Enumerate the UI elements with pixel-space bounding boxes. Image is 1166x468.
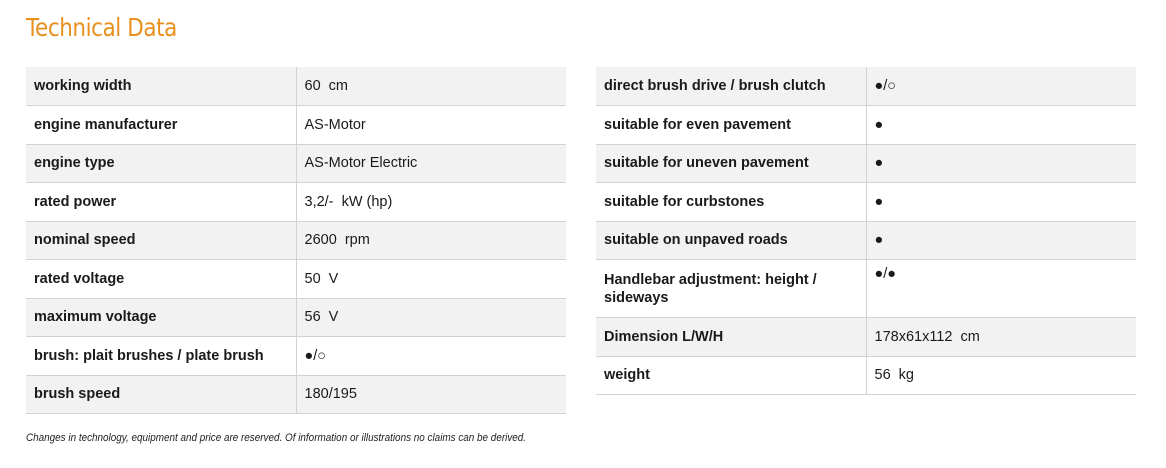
spec-value: ●/○ — [296, 337, 566, 376]
spec-table-right — [596, 67, 1136, 395]
table-row — [26, 144, 566, 183]
spec-label: maximum voltage — [26, 298, 296, 337]
spec-value: ● — [866, 106, 1136, 145]
disclaimer-footnote: Changes in technology, equipment and price are reserved. Of information or illustrations no claims can be derived. — [26, 432, 527, 444]
spec-label: brush: plait brushes / plate brush — [26, 337, 296, 376]
table-row — [26, 183, 566, 222]
table-row — [596, 183, 1136, 222]
table-row — [26, 298, 566, 337]
spec-value: 60 cm — [296, 67, 566, 106]
spec-value: 50 V — [296, 260, 566, 299]
spec-label: suitable on unpaved roads — [596, 221, 866, 260]
table-row — [596, 318, 1136, 357]
spec-value: 178x61x112 cm — [866, 318, 1136, 357]
spec-value: ● — [866, 221, 1136, 260]
spec-value: ● — [866, 144, 1136, 183]
table-row — [26, 106, 566, 145]
spec-value: AS-Motor Electric — [296, 144, 566, 183]
table-row — [596, 106, 1136, 145]
table-row — [26, 67, 566, 106]
spec-value: ● — [866, 183, 1136, 222]
spec-table-left — [26, 67, 566, 414]
spec-label: engine type — [26, 144, 296, 183]
spec-value: ●/○ — [866, 67, 1136, 106]
spec-label: brush speed — [26, 375, 296, 414]
spec-label: direct brush drive / brush clutch — [596, 67, 866, 106]
spec-label: engine manufacturer — [26, 106, 296, 145]
table-row — [596, 260, 1136, 318]
spec-value: 180/195 — [296, 375, 566, 414]
table-row — [26, 375, 566, 414]
table-row — [596, 67, 1136, 106]
spec-value: ●/● — [866, 260, 1136, 318]
spec-value: 56 V — [296, 298, 566, 337]
spec-label: suitable for curbstones — [596, 183, 866, 222]
spec-label: nominal speed — [26, 221, 296, 260]
table-row — [596, 356, 1136, 395]
spec-label: rated voltage — [26, 260, 296, 299]
spec-value: 56 kg — [866, 356, 1136, 395]
spec-label: weight — [596, 356, 866, 395]
spec-label: suitable for even pavement — [596, 106, 866, 145]
table-row — [26, 260, 566, 299]
spec-label: Handlebar adjustment: height / sideways — [596, 260, 866, 318]
spec-label: Dimension L/W/H — [596, 318, 866, 357]
spec-label: suitable for uneven pavement — [596, 144, 866, 183]
table-row — [26, 337, 566, 376]
spec-value: AS-Motor — [296, 106, 566, 145]
table-row — [596, 221, 1136, 260]
table-row — [596, 144, 1136, 183]
spec-value: 2600 rpm — [296, 221, 566, 260]
spec-label: working width — [26, 67, 296, 106]
page-title: Technical Data — [26, 13, 177, 42]
table-row — [26, 221, 566, 260]
spec-label: rated power — [26, 183, 296, 222]
spec-value: 3,2/- kW (hp) — [296, 183, 566, 222]
